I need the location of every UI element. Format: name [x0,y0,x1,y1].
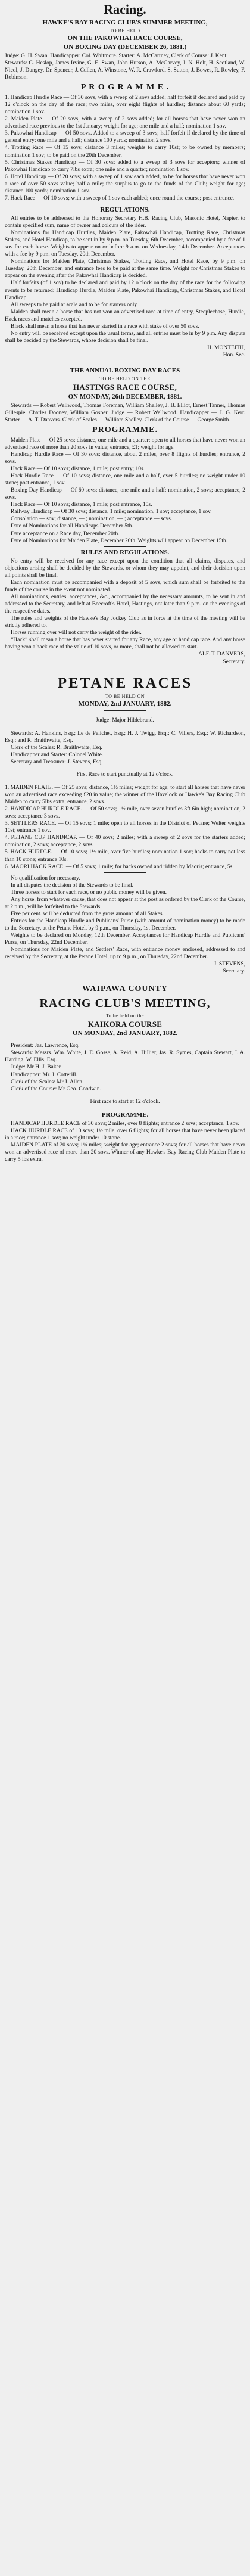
petane-race-1: 1. MAIDEN PLATE. — Of 25 sovs; distance, 1½ miles; weight for age; to start all horses that have never won an advertised race exceeding £20 in value; the winner of the Havelock or Hawke's Bay Racing Club Maiden to carry 5lbs extra; entrance, 2 sovs. [5,784,245,805]
waipawa-handicapper: Handicapper: Mr. J. Cotterill. [11,1071,77,1078]
hastings-rule-5: Horses running over will not carry the weight of the rider. [11,630,142,636]
hastings-programme-heading: PROGRAMME. [92,425,158,434]
hawkes-regulation-8: No entry will be received except upon the usual terms, and all entries must be in by 9 p.m. Any dispute shall be decided by the Stewards, whose decision shall be final. [5,330,245,344]
hastings-race-5: Boxing Day Handicap — Of 60 sovs; distance, one mile and a half; nomination, 2 sovs; acceptance, 2 sovs. [5,487,245,501]
waipawa-line-2: RACING CLUB'S MEETING, [39,997,211,1011]
hastings-rule-2: Each nomination must be accompanied with a deposit of 5 sovs, which sum shall be forfeited to the funds of the course in the event not nominated. [5,579,245,593]
petane-judge: Judge: Major Hildebrand. [96,717,154,723]
hawkes-regulation-5: All sweeps to be paid at scale and to be for starters only. [11,302,138,308]
divider [104,710,146,711]
petane-handicapper: Handicapper and Starter: Colonel White. [11,751,104,758]
waipawa-judge: Judge: Mr H. J. Baker. [11,1064,62,1071]
waipawa-race-2: HACK HURDLE RACE of 10 sovs; 1½ mile, over 6 flights; for all horses that have never been placed in a race; entrance 1 sov; no weight under 10 stone. [5,1127,245,1141]
hastings-signature: ALF. T. DANVERS, [198,651,245,658]
hawkes-course: ON THE PAKOWHAI RACE COURSE, [67,35,183,42]
petane-secretary: Secretary and Treasurer: J. Stevens, Esq. [11,759,103,765]
petane-date: MONDAY, 2nd JANUARY, 1882. [78,700,172,708]
petane-race-2: 2. HANDICAP HURDLE RACE. — Of 50 sovs; 1½ mile, over seven hurdles 3ft 6in high; nomination, 2 sovs; acceptance 3 sovs. [5,806,245,820]
hawkes-date: ON BOXING DAY (DECEMBER 26, 1881.) [63,43,187,51]
petane-signature-title: Secretary. [223,968,245,975]
divider [104,872,146,873]
petane-reg-6: Entries for the Handicap Hurdle and Publicans' Purse (with amount of nomination money) to be made to the Secretary, at the Petane Hotel, by 9 p.m., on Thursday, 1st December. [5,918,245,932]
hawkes-officials-1: Judge: G. H. Swan. Handicapper: Col. Whitmore. Starter: A. McCartney, Clerk of Course: J. Kent. [5,53,228,59]
hawkes-race-2: 2. Maiden Plate — Of 20 sovs, with a sweep of 2 sovs added; for all horses that have never won an advertised race previous to the 1st January; weight for age; one mile and a half; nomination 1 sov. [5,116,245,130]
waipawa-race-3: MAIDEN PLATE of 20 sovs; 1¼ miles; weight for age; entrance 2 sovs; for all horses that have never won an advertised race of more than 20 sovs. Winner of any Hawke's Bay Racing Club Maiden Plate to carry 5 lbs extra. [5,1142,245,1163]
hastings-officials: Stewards — Robert Wellwood, Thomas Foreman, William Shelley, J. B. Elliot, Ernest Tanner, Thomas Gillespie, Charles Dooney, William Gosper. Judge — Robert Wellwood. Handicapper — J. G. Kerr. Starter — A. T. Danvers. Clerk of Scales — William Shelley. Clerk of the Course — George Smith. [5,402,245,423]
petane-reg-7: Weights to be declared on Monday, 12th December. Acceptances for Handicap Hurdle and Publicans' Purse, on Thursday, 22nd December. [5,933,245,946]
hastings-rule-3: All nominations, entries, acceptances, &c., accompanied by the necessary amounts, to be sent in and addressed to the Secretary, and left at Beecroft's Hotel, Hastings, not later than 9 p.m. on the evenings of the respective dates. [5,593,245,615]
petane-reg-3: Three horses to start for each race, or no public money will be given. [11,889,167,896]
hawkes-signature: H. MONTEITH, [207,345,245,352]
hastings-date: ON MONDAY, 26th DECEMBER, 1881. [68,393,182,400]
hastings-dates-3: Date of Nominations for Maiden Plate, December 20th. Weights will appear on December 15th. [11,537,228,544]
waipawa-clerk-course: Clerk of the Course: Mr Geo. Goodwin. [11,1086,101,1092]
petane-reg-8: Nominations for Maiden Plate, and Settlers' Race, with entrance money enclosed, addressed to and received by the Secretary, at the Petane Hotel, up to 9 p.m., on Thursday, 22nd December. [5,947,245,961]
hawkes-race-1: 1. Handicap Hurdle Race — Of 30 sovs, with a sweep of 2 sovs added; half forfeit if declared and paid by 12 o'clock on the day of the race; two miles, over eight flights of hurdles; distance about 60 yards; nomination 1 sov. [5,95,245,116]
hastings-race-1: Maiden Plate — Of 25 sovs; distance, one mile and a quarter; open to all horses that have never won an advertised race of more than 20 sovs in value; entrance, £1; weight for age. [5,437,245,450]
petane-race-5: 5. HACK HURDLE. — Of 10 sovs; 1½ mile, over five hurdles; nomination 1 sov; hacks to carry not less than 10 stone; entrance 10s. [5,849,245,863]
hawkes-signature-title: Hon. Sec. [223,352,245,359]
hawkes-held: TO BE HELD [110,27,140,33]
hastings-advert [5,367,245,665]
petane-reg-2: In all disputes the decision of the Stewards to be final. [11,882,134,888]
petane-signature: J. STEVENS, [214,961,245,968]
section-heading: Racing. [104,2,146,17]
petane-clerk: Clerk of the Scales: R. Braithwaite, Esq. [11,744,102,751]
hawkes-regulation-7: Black shall mean a horse that has never started in a race with stake of over 50 sovs. [11,323,199,330]
waipawa-president: President: Jas. Lawrence, Esq. [11,1043,80,1049]
hawkes-regulations-heading: REGULATIONS. [100,206,150,213]
petane-first-race: First Race to start punctually at 12 o'clock. [76,772,174,778]
hastings-race-6: Hack Race — Of 10 sovs; distance, 1 mile; post entrance, 10s. [11,502,152,508]
petane-held: TO BE HELD ON [105,694,145,700]
petane-title: PETANE RACES [57,675,193,691]
hastings-dates-1: Date of Nominations for all Handicaps December 5th. [11,523,133,530]
hawkes-programme-heading: P R O G R A M M E . [80,83,170,92]
hawkes-regulation-2: Nominations for Handicap Hurdles, Maiden Plate, Pakowhai Handicap, Trotting Race, Christmas Stakes, and Hotel Handicap, to be sent in by 9 p.m. on Tuesday, 6th December, accompanied by a fee of 1 sov for each horse. Weights to appear on or before 9 a.m. on Wednesday, 14th December. Acceptances with a fee by 9 p.m. on Tuesday, 20th December. [5,230,245,258]
hastings-title: HASTINGS RACE COURSE, [73,383,177,392]
hastings-dates-2: Date acceptance on a Race day, December 20th. [11,530,120,537]
petane-race-6: 6. MAORI HACK RACE. — Of 5 sovs; 1 mile; for hacks owned and ridden by Maoris; entrance, 5s. [5,863,234,870]
waipawa-line-1: WAIPAWA COUNTY [82,984,168,993]
hawkes-race-5: 5. Christmas Stakes Handicap — Of 30 sovs; added to a sweep of 3 sovs for acceptors; winner of Pakowhai Handicap to carry 7lbs extra; one mile and a quarter; nomination 1 sov. [5,159,245,173]
waipawa-held: To be held on the [106,1012,144,1018]
hawkes-regulation-4: Half forfeits (of 1 sov) to be declared and paid by 12 o'clock on the day of the race for the following events to be returned: Handicap Hurdle, Maiden Plate, Pakowhai Handicap, Christmas Stakes, and Hotel Handicap. [5,280,245,301]
hawkes-regulation-3: Nominations for Maiden Plate, Christmas Stakes, Trotting Race, and Hotel Race, by 9 p.m. on Tuesday, 20th December, and entrance fees to be paid at the same time. Weight for Christmas Stakes to appear on the evening after the Pakowhai Handicap is decided. [5,259,245,279]
waipawa-first-race: First race to start at 12 o'clock. [90,1099,160,1105]
waipawa-title: KAIKORA COURSE [88,1019,162,1028]
hawkes-race-3: 3. Pakowhai Handicap — Of 50 sovs. Added to a sweep of 3 sovs; half forfeit if declared by the time of general entry; one mile and a half; distance 100 yards; nomination 2 sovs. [5,130,245,144]
petane-advert [5,674,245,975]
hastings-race-7: Railway Handicap — Of 30 sovs; distance, 1 mile; nomination, 1 sov; acceptance, 1 sov. [11,509,212,515]
hawkes-race-4: 4. Trotting Race — Of 15 sovs; distance 3 miles; weights to carry 10st; to be owned by members; nomination 1 sov; to be paid on the 20th December. [5,145,245,159]
hastings-race-3: Hack Race — Of 10 sovs; distance, 1 mile; post entry; 10s. [11,465,145,472]
hawkes-regulation-1: All entries to be addressed to the Honorary Secretary H.B. Racing Club, Masonic Hotel, Napier, to contain specified sum, name of owner and colours of the rider. [5,215,245,229]
waipawa-advert [5,984,245,1164]
hawkes-race-6: 6. Hotel Handicap — Of 20 sovs; with a sweep of 1 sov each added, to be for horses that have never won a race of over 50 sovs value; half a mile; the surplus to go to the funds of the Club; weight for age; distance 100 yards; nomination 1 sov. [5,173,245,194]
hawkes-race-7: 7. Hack Race — Of 10 sovs; with a sweep of 1 sov each added; once round the course; post entrance. [5,195,235,201]
hastings-race-2: Handicap Hurdle Race — Of 30 sovs; distance, about 2 miles, over 8 flights of hurdles; entrance, 2 sovs. [5,451,245,465]
hastings-rule-6: “Hack” shall mean a horse that has never started for any Race, any age or handicap race. And any horse having won a hack race of the value of 10 sovs, or more, shall not be allowed to start. [5,637,245,651]
petane-race-3: 3. SETTLERS RACE. — Of 15 sovs; 1 mile; open to all horses in the District of Petane; Welter weights 10st; entrance 1 sov. [5,821,245,834]
petane-stewards: Stewards: A. Hankins, Esq.; Le de Pelichet, Esq.; H. J. Twigg, Esq.; C. Villers, Esq.; W. Richardson, Esq.; and R. Braithwaite, Esq. [5,730,245,744]
petane-reg-4: Any horse, from whatever cause, that does not appear at the post as ordered by the Clerk of the Course, at 2 p.m., will be forfeited to the Stewards. [5,896,245,910]
hastings-rule-1: No entry will be received for any race except upon the condition that all claims, disputes, and objections arising shall be decided by the Stewards, or whom they may appoint, and their decision upon all points shall be final. [5,558,245,579]
petane-reg-5: Five per cent. will be deducted from the gross amount of all Stakes. [11,911,164,917]
hawkes-bay-advert [5,19,245,359]
hawkes-officials-2: Stewards: G. Heslop, James Irvine, G. E. Swan, John Hutson, A. McGarvey, J. N. Holt, H. Scotland, W. Nicol, J. Dungey, Dr. Spencer, J. Cullen, A. Winstone, W. R. Crawford, S. Sutton, J. Bowes, R. Rowley, F. Robinson. [5,60,245,81]
hastings-race-8: Consolation — sov; distance, — ; nomination, — ; acceptance — sovs. [11,516,173,523]
hastings-held: TO BE HELD ON THE [99,376,151,382]
waipawa-date: ON MONDAY, 2nd JANUARY, 1882. [73,1030,177,1037]
hastings-race-4: Hack Hurdle Race — Of 10 sovs; distance, one mile and a half, over 5 hurdles; no weight under 10 stone; post entrance, 1 sov. [5,473,245,487]
divider [104,546,146,547]
waipawa-clerk-scales: Clerk of the Scales: Mr J. Allen. [11,1079,84,1085]
waipawa-race-1: HANDICAP HURDLE RACE of 30 sovs; 2 miles, over 8 flights; entrance 2 sovs; acceptance, 1 sov. [11,1120,239,1127]
hawkes-title: HAWKE'S BAY RACING CLUB'S SUMMER MEETING, [42,18,208,26]
petane-reg-1: No qualification for necessary. [11,875,80,881]
hastings-intro: THE ANNUAL BOXING DAY RACES [70,367,180,375]
hastings-rules-heading: RULES AND REGULATIONS. [80,548,170,556]
waipawa-programme-heading: PROGRAMME. [101,1111,149,1118]
petane-race-4: 4. PETANE CUP HANDICAP. — Of 40 sovs; 2 miles; with a sweep of 2 sovs for the starters added; nomination, 2 sovs; acceptance, 2 sovs. [5,835,245,849]
waipawa-stewards: Stewards: Messrs. Wm. White, J. E. Gosse, A. Reid, A. Hillier, Jas. R. Symes, Captain Stewart, J. A. Harding, W. Ellis, Esq. [5,1050,245,1064]
hastings-signature-title: Secretary. [223,658,245,665]
hawkes-regulation-6: Maiden shall mean a horse that has not won an advertised race at time of entry, Steeplechase, Hurdle, Hack races and matches excepted. [5,309,245,322]
hastings-rule-4: The rules and weights of the Hawke's Bay Jockey Club as in force at the time of the meeting will be strictly adhered to. [5,616,245,629]
